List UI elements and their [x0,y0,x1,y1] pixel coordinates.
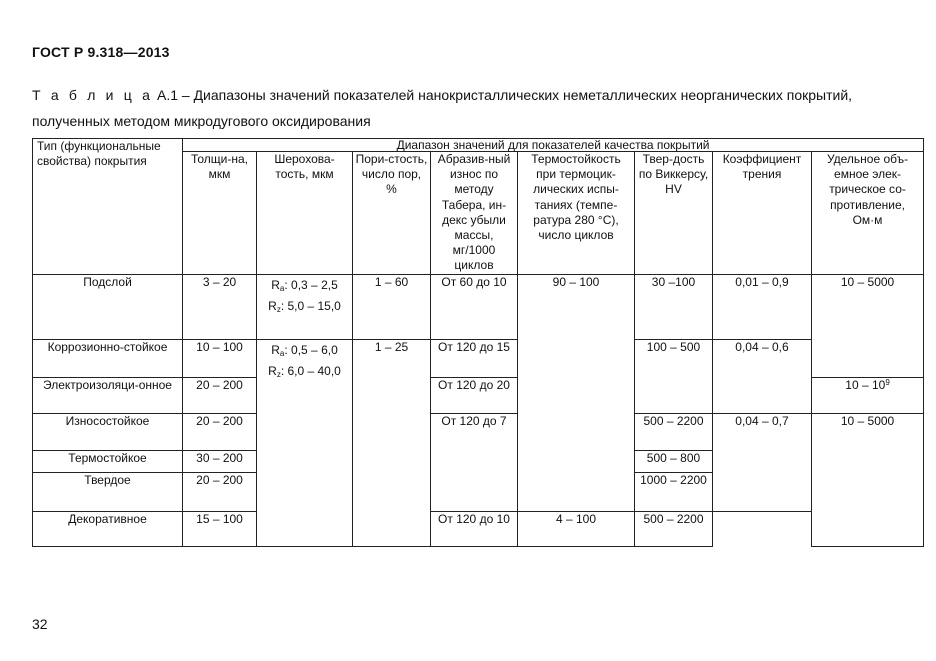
table-row-iznos [33,413,924,450]
header-thickness: Толщи-на, мкм [183,152,257,275]
coating-parameters-table [32,138,924,547]
resistivity-cell [812,377,924,413]
thickness-cell: 20 – 200 [183,472,257,511]
abrasion-cell: От 120 до 10 [431,511,518,546]
thickness-cell: 15 – 100 [183,511,257,546]
hardness-cell: 500 – 2200 [635,511,713,546]
thermal-resistance-cell: 4 – 100 [518,511,635,546]
roughness-merged-cell [257,339,353,546]
header-resistivity: Удельное объ-емное элек-трическое со-противление, Ом·м [812,152,924,275]
caption-dash: – [181,87,190,103]
header-parameter-group: Диапазон значений для показателей качества покрытий [183,139,924,152]
abrasion-cell: От 120 до 15 [431,339,518,377]
friction-merged-cell: 0,04 – 0,6 [713,339,812,413]
caption-number: А.1 [156,87,178,103]
resistivity-merged-cell: 10 – 5000 [812,274,924,377]
table-caption [32,82,922,134]
roughness-rz: $R_z$: 5,0 – 15,0 [268,298,341,314]
row-name: Износостойкое [33,413,183,450]
resistivity-exponent: 9 [885,377,890,387]
header-thermal-resistance: Термостойкость при термоцик-лических испы-таниях (темпе-ратура 280 °С), число циклов [518,152,635,275]
header-roughness: Шерохова-тость, мкм [257,152,353,275]
porosity-cell: 1 – 60 [353,274,431,339]
abrasion-cell: От 120 до 20 [431,377,518,413]
table-row-korrozion [33,339,924,377]
table-row-podsloy [33,274,924,339]
thickness-cell: 3 – 20 [183,274,257,339]
thickness-cell: 20 – 200 [183,377,257,413]
header-porosity: Пори-стость, число пор, % [353,152,431,275]
resistivity-value: 10 – 10 [845,377,886,392]
roughness-ra: $R_a$: 0,3 – 2,5 [271,277,338,293]
hardness-merged-cell: 100 – 500 [635,339,713,413]
table-row-dekor [33,511,924,546]
roughness-rz: $R_z$: 6,0 – 40,0 [268,363,341,379]
row-name: Подслой [33,274,183,339]
roughness-ra: $R_a$: 0,5 – 6,0 [271,342,338,358]
row-name: Декоративное [33,511,183,546]
header-coating-type: Тип (функциональные свойства) покрытия [33,139,183,275]
document-code: ГОСТ Р 9.318—2013 [32,44,170,60]
thermal-resistance-merged-cell: 90 – 100 [518,274,635,511]
header-friction: Коэффициент трения [713,152,812,275]
caption-text: Диапазоны значений показателей нанокристаллических неметаллических неорганических покрытий, полученных методом микродугового оксидирования [32,87,853,129]
friction-cell: 0,01 – 0,9 [713,274,812,339]
hardness-cell: 1000 – 2200 [635,472,713,511]
abrasion-cell: От 60 до 10 [431,274,518,339]
row-name: Коррозионно-стойкое [33,339,183,377]
header-abrasion: Абразив-ный износ по методу Табера, ин-декс убыли массы, мг/1000 циклов [431,152,518,275]
row-name: Электроизоляци-онное [33,377,183,413]
abrasion-merged-cell: От 120 до 7 [431,413,518,511]
resistivity-merged-cell: 10 – 5000 [812,413,924,546]
friction-merged-cell: 0,04 – 0,7 [713,413,812,511]
thickness-cell: 30 – 200 [183,450,257,472]
page-number: 32 [32,616,48,632]
hardness-cell: 30 –100 [635,274,713,339]
header-hardness: Твер-дость по Виккерсу, HV [635,152,713,275]
hardness-cell: 500 – 2200 [635,413,713,450]
roughness-cell [257,274,353,339]
thickness-cell: 10 – 100 [183,339,257,377]
row-name: Термостойкое [33,450,183,472]
row-name: Твердое [33,472,183,511]
porosity-merged-cell: 1 – 25 [353,339,431,546]
caption-label: Т а б л и ц а [32,87,154,103]
thickness-cell: 20 – 200 [183,413,257,450]
hardness-cell: 500 – 800 [635,450,713,472]
